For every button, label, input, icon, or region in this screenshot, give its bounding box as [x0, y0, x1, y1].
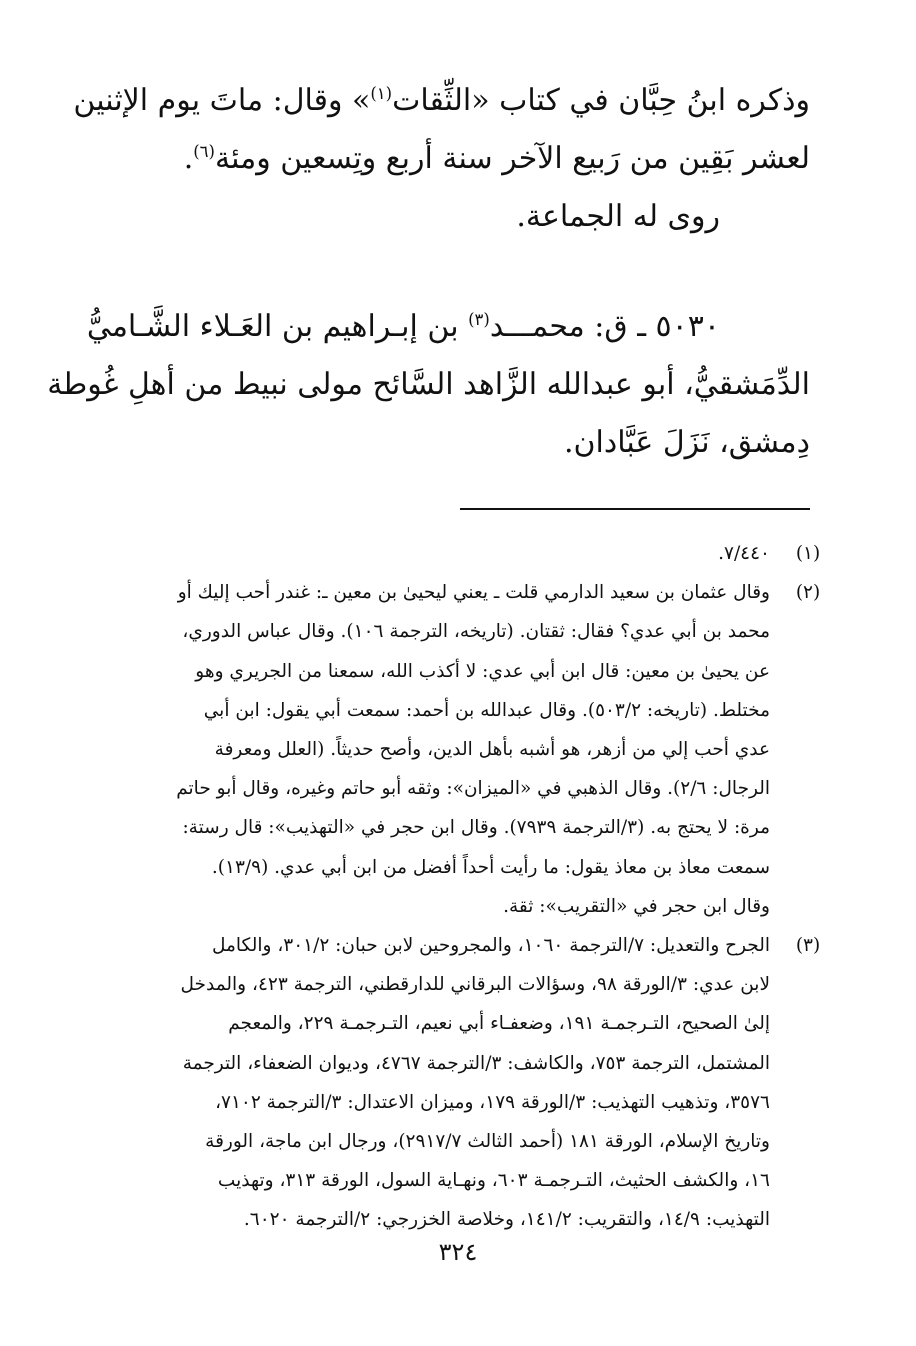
footnote-line: التهذيب: ١٤/٩، والتقريب: ١٤١/٢، وخلاصة الخزرجي: ٢/الترجمة ٦٠٢٠. [243, 1209, 770, 1231]
previous-entry-tail [73, 72, 810, 246]
footnote-line: عدي أحب إلي من أزهر، هو أشبه بأهل الدين، وأصح حديثاً. (العلل ومعرفة [214, 739, 770, 761]
footnote-number: (١) [795, 543, 821, 564]
footnote-number: (٣) [795, 935, 821, 957]
main-text-line-content: وذكره ابنُ حِبَّان في كتاب «الثِّقات$^{(١)}$» وقال: ماتَ يوم الإثنين [73, 83, 810, 118]
footnote-line: عن يحيىٰ بن معين: قال ابن أبي عدي: لا أكذب الله، سمعنا من الجريري وهو [195, 660, 770, 682]
footnote-line: ٧/٤٤٠. [718, 543, 770, 564]
footnote [98, 573, 828, 926]
main-text-line-content: الدِّمَشقيُّ، أبو عبدالله الزَّاهد السَّائح مولى نبيط من أهلِ غُوطة [47, 367, 810, 402]
footnote-line: إلىٰ الصحيح، التـرجمـة ١٩١، وضعفـاء أبي نعيم، التـرجمـة ٢٢٩، والمعجم [228, 1013, 770, 1035]
footnote-line: مختلط. (تاريخه: ٥٠٣/٢). وقال عبدالله بن أحمد: سمعت أبي يقول: ابن أبي [203, 699, 770, 721]
footnote [98, 926, 828, 1240]
footnote-line: الرجال: ٢/٦). وقال الذهبي في «الميزان»: وثقه أبو حاتم وغيره، وقال أبو حاتم [176, 778, 770, 800]
biography-entry-5030 [47, 298, 810, 472]
footnote-line: ١٦، والكشف الحثيث، التـرجمـة ٦٠٣، ونهـاية السول، الورقة ٣١٣، وتهذيب [217, 1170, 770, 1192]
footnote-line: وقال عثمان بن سعيد الدارمي قلت ـ يعني ليحيىٰ بن معين ـ: غندر أحب إليك أو [177, 582, 770, 604]
main-text-line [73, 72, 810, 130]
main-text-line [100, 188, 810, 246]
footnote-separator [460, 508, 810, 510]
main-text-line-content: لعشر بَقِين من رَبيع الآخر سنة أربع وتِسعين ومئة$^{(٦)}$. [183, 141, 810, 176]
footnote-line: الجرح والتعديل: ٧/الترجمة ١٠٦٠، والمجروحين لابن حبان: ٣٠١/٢، والكامل [211, 935, 770, 957]
main-text-line [100, 414, 810, 472]
footnote-line: سمعت معاذ بن معاذ يقول: ما رأيت أحداً أفضل من ابن أبي عدي. (١٣/٩). [211, 856, 770, 878]
entry-heading-line [86, 298, 810, 356]
main-text-line-content: دِمشق، نَزَلَ عَبَّادان. [563, 425, 810, 460]
footnote-reference[interactable]: (٦) [193, 142, 215, 161]
footnote [98, 534, 828, 573]
footnote-line: محمد بن أبي عدي؟ فقال: ثقتان. (تاريخه، الترجمة ١٠٦). وقال عباس الدوري، [182, 621, 770, 643]
page-number: ٣٢٤ [438, 1238, 478, 1266]
main-text-line-content: ٥٠٣٠ ـ ق: محمـــد$^{(٣)}$ بن إبـراهيم بن العَـلاء الشَّـاميُّ [86, 309, 720, 344]
main-text-line [100, 130, 810, 188]
main-text-line [47, 356, 810, 414]
footnote-number: (٢) [795, 582, 821, 604]
footnote-line: وتاريخ الإسلام، الورقة ١٨١ (أحمد الثالث ٢٩١٧/٧)، ورجال ابن ماجة، الورقة [205, 1131, 770, 1153]
footnote-line: مرة: لا يحتج به. (٣/الترجمة ٧٩٣٩). وقال ابن حجر في «التهذيب»: قال رستة: [182, 817, 770, 839]
footnote-reference[interactable]: (١) [370, 84, 393, 103]
footnote-line: لابن عدي: ٣/الورقة ٩٨، وسؤالات البرقاني للدارقطني، الترجمة ٤٢٣، والمدخل [180, 974, 770, 996]
footnote-reference[interactable]: (٣) [468, 310, 490, 329]
main-text-line-content: روى له الجماعة. [516, 199, 720, 234]
footnotes [98, 534, 828, 1240]
footnote-line: المشتمل، الترجمة ٧٥٣، والكاشف: ٣/الترجمة ٤٧٦٧، وديوان الضعفاء، الترجمة [182, 1052, 770, 1074]
footnote-line: وقال ابن حجر في «التقريب»: ثقة. [503, 895, 770, 917]
footnote-line: ٣٥٧٦، وتذهيب التهذيب: ٣/الورقة ١٧٩، وميزان الاعتدال: ٣/الترجمة ٧١٠٢، [215, 1091, 770, 1113]
